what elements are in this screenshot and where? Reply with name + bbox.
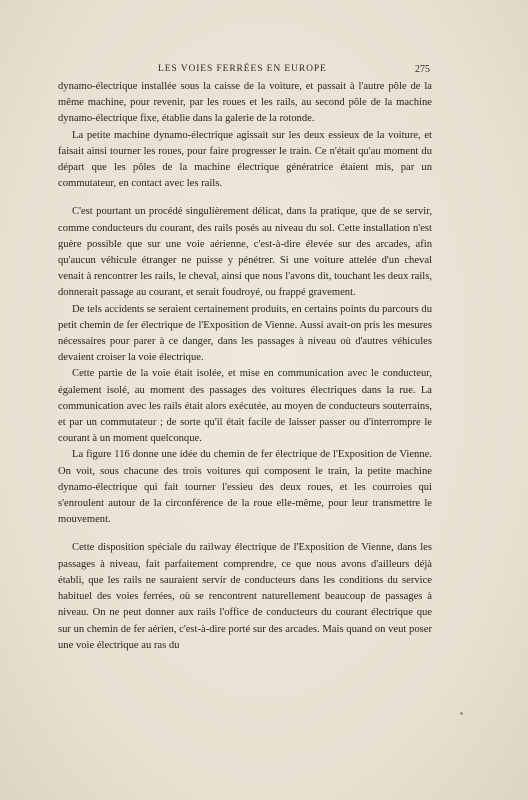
paragraph: De tels accidents se seraient certainement produits, en certains points du parcours du petit chemin de fer électrique de l'Exposition de Vienne. Aussi avait-on pris les mesures nécessaires pour parer à ce danger, dans les passages à niveau où d'autres véhicules devaient croiser la voie électrique. (58, 303, 432, 364)
page-header (58, 64, 430, 78)
body-text (58, 79, 432, 654)
running-title: LES VOIES FERRÉES EN EUROPE (158, 64, 327, 74)
paragraph: La figure 116 donne une idée du chemin de fer électrique de l'Exposition de Vienne. On voit, sous chacune des trois voitures qui composent le train, la petite machine dynamo-électrique qui fait tourner l'essieu des deux roues, et les courroies qui s'enroulent autour de la circonférence de la roue elle-même, pour leur transmettre le mouvement. (58, 449, 432, 526)
page-number: 275 (415, 64, 430, 75)
paragraph: Cette partie de la voie était isolée, et mise en communication avec le conducteur, également isolé, au moment des passages des voitures électriques dans la rue. La communication avec les rails était alors exécutée, au moyen de conducteurs souterrains, et par un commutateur ; de sorte qu'il était facile de laisser passer ou d'interrompre le courant à un moment quelconque. (58, 368, 432, 445)
paragraph: Cette disposition spéciale du railway électrique de l'Exposition de Vienne, dans les passages à niveau, fait parfaitement comprendre, ce que nous avons d'ailleurs déjà établi, que les rails ne sauraient servir de conducteurs dans les conditions du service habituel des voies ferrées, où se rencontrent naturellement beaucoup de passages à niveau. On ne peut donner aux rails l'office de conducteurs du courant électrique que sur un chemin de fer aérien, c'est-à-dire porté sur des arcades. Mais quand on veut poser une voie électrique au ras du (58, 542, 432, 651)
paragraph: dynamo-électrique installée sous la caisse de la voiture, et passait à l'autre pôle de la même machine, pour revenir, par les roues et les rails, au second pôle de la machine dynamo-électrique fixe, établie dans la galerie de la rotonde. (58, 81, 432, 125)
paragraph: C'est pourtant un procédé singulièrement délicat, dans la pratique, que de se servir, comme conducteurs du courant, des rails posés au niveau du sol. Cette installation n'est guère possible que sur une voie aérienne, c'est-à-dire élevée sur des arcades, afin qu'aucun véhicule étranger ne puisse y pénétrer. Si une voiture attelée d'un cheval venait à rencontrer les rails, le cheval, ainsi que nous l'avons dit, touchant les deux rails, donnerait passage au courant, et serait foudroyé, ou frappé gravement. (58, 206, 432, 299)
paragraph: La petite machine dynamo-électrique agissait sur les deux essieux de la voiture, et faisait ainsi tourner les roues, pour faire progresser le train. Ce n'était qu'au moment du départ que les pôles de la machine électrique génératrice étaient mis, par un commutateur, en contact avec les rails. (58, 129, 432, 190)
paper-speck (460, 712, 463, 715)
